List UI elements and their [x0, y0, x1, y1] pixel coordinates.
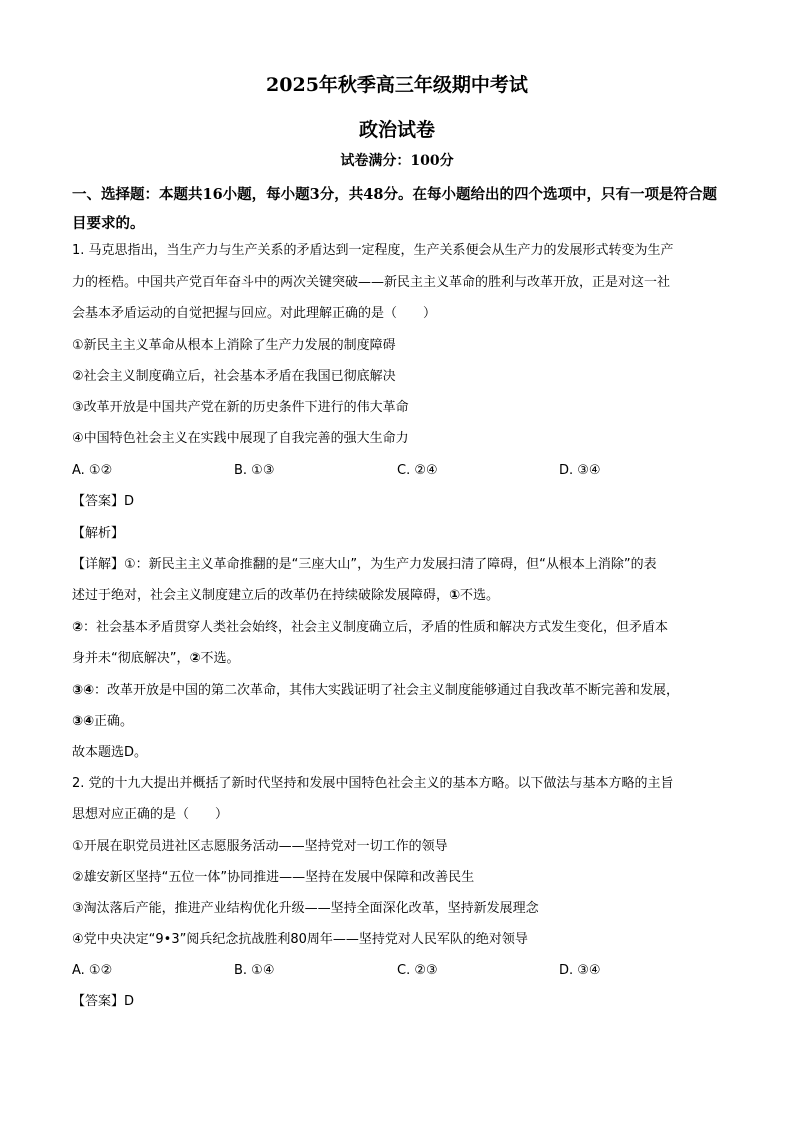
- q1-detail-line: [72, 556, 732, 574]
- q1-statement: ②社会主义制度确立后，社会基本矛盾在我国已彻底解决: [72, 369, 396, 384]
- detail-mark: ③④: [72, 683, 95, 698]
- exam-title: 2025年秋季高三年级期中考试: [266, 74, 528, 96]
- q1-stem-line: 会基本矛盾运动的自觉把握与回应。对此理解正确的是（ ）: [72, 306, 437, 321]
- section-heading: 一、选择题：本题共16小题，每小题3分，共48分。在每小题给出的四个选项中，只有一项是符合题目要求的。: [72, 186, 717, 232]
- q2-statement: ④党中央决定“9•3”阅兵纪念抗战胜利80周年——坚持党对人民军队的绝对领导: [72, 932, 528, 947]
- q1-answer: [72, 493, 732, 511]
- q1-stem-line: 力的桎梏。中国共产党百年奋斗中的两次关键突破——新民主主义革命的胜利与改革开放，正是对这一社: [72, 275, 671, 290]
- q2-option-a: A. ①②: [72, 963, 113, 978]
- q2-option-c: C. ②③: [397, 963, 438, 978]
- q1-detail-line: [72, 682, 732, 700]
- detail-tag: 【详解】: [72, 557, 125, 572]
- detail-mark: ②: [72, 620, 84, 635]
- q1-statement: ①新民主主义革命从根本上消除了生产力发展的制度障碍: [72, 338, 396, 353]
- q2-statement: ②雄安新区坚持“五位一体”协同推进——坚持在发展中保障和改善民生: [72, 870, 475, 885]
- answer-tag: 【答案】: [72, 994, 125, 1009]
- detail-text: 身并未“彻底解决”，: [72, 651, 190, 666]
- q2-option-d: D. ③④: [559, 963, 601, 978]
- detail-text: ：改革开放是中国的第二次革命，其伟大实践证明了社会主义制度能够通过自我改革不断完善和发展，: [94, 683, 680, 698]
- detail-text: 述过于绝对，社会主义制度建立后的改革仍在持续破除发展障碍，: [72, 588, 450, 603]
- q1-option-d: D. ③④: [559, 463, 601, 478]
- q1-statement: ④中国特色社会主义在实践中展现了自我完善的强大生命力: [72, 431, 409, 446]
- detail-mark: ②: [189, 651, 201, 666]
- q2-statement: ①开展在职党员进社区志愿服务活动——坚持党对一切工作的领导: [72, 839, 448, 854]
- q1-detail-line: [72, 619, 732, 637]
- q1-detail-line: [72, 587, 732, 605]
- detail-text: ：社会基本矛盾贯穿人类社会始终，社会主义制度确立后，矛盾的性质和解决方式发生变化，但矛盾本: [83, 620, 669, 635]
- detail-text: 正确。: [94, 714, 134, 729]
- answer-value: D: [124, 994, 135, 1009]
- q1-statement: ③改革开放是中国共产党在新的历史条件下进行的伟大革命: [72, 400, 409, 415]
- detail-mark: ③④: [72, 714, 95, 729]
- q2-statement: ③淘汰落后产能，推进产业结构优化升级——坚持全面深化改革，坚持新发展理念: [72, 901, 539, 916]
- q1-option-a: A. ①②: [72, 463, 113, 478]
- q1-stem-line: 1. 马克思指出，当生产力与生产关系的矛盾达到一定程度，生产关系便会从生产力的发展形式转变为生产: [72, 243, 674, 258]
- subject-title: 政治试卷: [358, 119, 435, 141]
- q1-conclusion: 故本题选D。: [72, 745, 148, 760]
- q1-option-b: B. ①③: [234, 463, 275, 478]
- q1-detail-line: [72, 713, 732, 731]
- q2-stem-line: 思想对应正确的是（ ）: [72, 807, 229, 822]
- score-line: 试卷满分：100分: [340, 153, 454, 169]
- detail-text: ①：新民主主义革命推翻的是“三座大山”，为生产力发展扫清了障碍，但“从根本上消除”的表: [124, 557, 657, 572]
- q2-option-b: B. ①④: [234, 963, 275, 978]
- answer-value: D: [124, 494, 135, 509]
- q1-detail-line: [72, 650, 732, 668]
- q1-analysis-tag: 【解析】: [72, 526, 125, 541]
- detail-text: 不选。: [460, 588, 500, 603]
- answer-tag: 【答案】: [72, 494, 125, 509]
- q1-option-c: C. ②④: [397, 463, 438, 478]
- q2-stem-line: 2. 党的十九大提出并概括了新时代坚持和发展中国特色社会主义的基本方略。以下做法与基本方略的主旨: [72, 776, 674, 791]
- detail-mark: ①: [449, 588, 461, 603]
- detail-text: 不选。: [200, 651, 240, 666]
- q2-answer: [72, 993, 732, 1011]
